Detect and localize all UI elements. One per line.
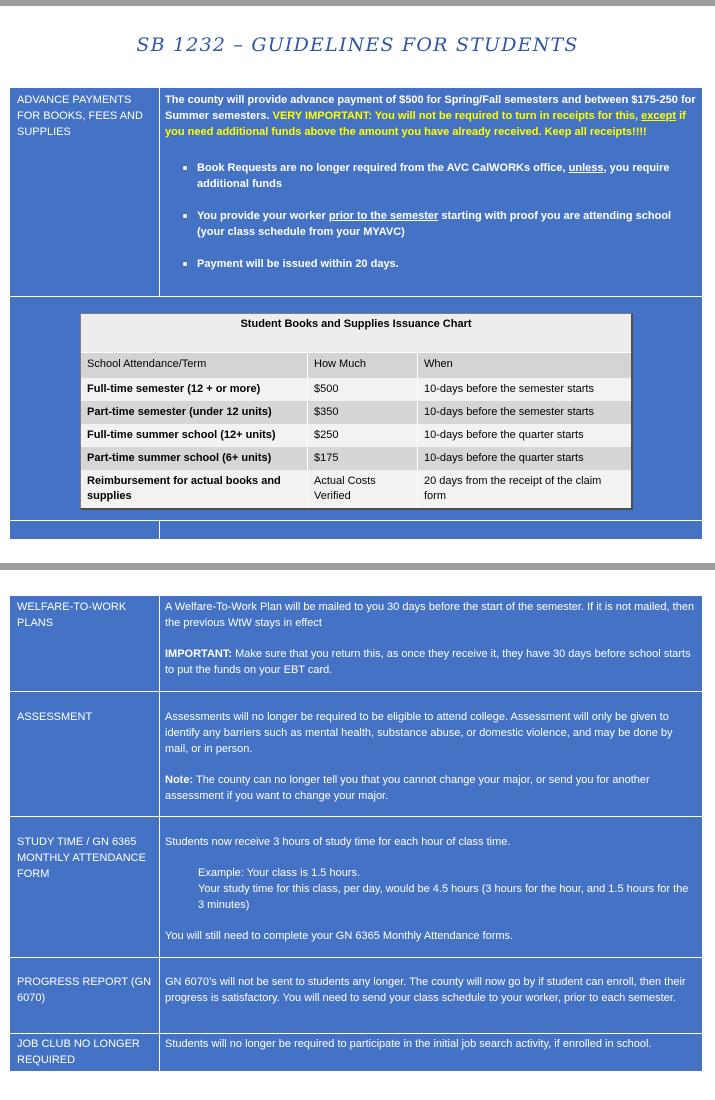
table-cell: Full-time summer school (12+ units) xyxy=(81,424,308,447)
header-cell: School Attendance/Term xyxy=(81,353,308,378)
table-cell: Full-time semester (12 + or more) xyxy=(81,378,308,401)
header-cell: When xyxy=(418,353,632,378)
list-item: Payment will be issued within 20 days. xyxy=(165,256,697,272)
table-cell: $250 xyxy=(308,424,418,447)
assessment-content xyxy=(165,709,697,819)
wtw-important-text: Make sure that you return this, as once they receive it, they have 30 days before school starts to put the funds on your EBT card. xyxy=(165,648,691,676)
row-divider xyxy=(10,296,702,297)
table-cell: 10-days before the quarter starts xyxy=(418,447,632,470)
table-cell: 20 days from the receipt of the claim form xyxy=(418,470,632,508)
table-cell: Reimbursement for actual books and supplies xyxy=(81,470,308,508)
table-cell: $350 xyxy=(308,401,418,424)
wtw-important-label: IMPORTANT: xyxy=(165,648,233,660)
job-club-content xyxy=(165,1036,697,1067)
row-divider xyxy=(10,957,702,958)
progress-report-label: PROGRESS REPORT (GN 6070) xyxy=(17,976,152,1004)
table-cell: Part-time semester (under 12 units) xyxy=(81,401,308,424)
study-time-content xyxy=(165,834,697,959)
list-item: Book Requests are no longer required from the AVC CalWORKs office, unless, you require additional funds xyxy=(165,160,697,192)
list-item: You provide your worker prior to the semester starting with proof you are attending school (your class schedule from your MYAVC) xyxy=(165,208,697,240)
page-title: SB 1232 – GUIDELINES FOR STUDENTS xyxy=(136,34,579,56)
assessment-note-text: The county can no longer tell you that you cannot change your major, or send you for another assessment if you want to change your major. xyxy=(165,774,650,802)
table-header-row xyxy=(81,353,631,378)
column-divider xyxy=(159,520,160,539)
table-cell: $175 xyxy=(308,447,418,470)
assessment-paragraph: Assessments will no longer be required to be eligible to attend college. Assessment will only be given to identify any barriers such as mental health, substance abuse, or domestic violence, and may be done by mail, or in person. xyxy=(165,711,673,755)
assessment-label: ASSESSMENT xyxy=(17,711,93,723)
issuance-chart xyxy=(80,313,633,510)
assessment-note-label: Note: xyxy=(165,774,194,786)
advance-tail: if you need additional funds above the amount you have already received. Keep all receipts!!!! xyxy=(165,110,686,138)
example-line: Example: Your class is 1.5 hours. xyxy=(198,867,361,879)
wtw-paragraph: A Welfare-To-Work Plan will be mailed to you 30 days before the start of the semester. If it is not mailed, then the previous WtW stays in effect xyxy=(165,601,695,629)
row-divider xyxy=(10,816,702,817)
table-cell: Actual Costs Verified xyxy=(308,470,418,508)
row-divider xyxy=(10,520,702,521)
study-time-example xyxy=(165,865,697,913)
study-time-forms-note: You will still need to complete your GN 6365 Monthly Attendance forms. xyxy=(165,930,514,942)
table-cell: 10-days before the semester starts xyxy=(418,378,632,401)
wtw-content xyxy=(165,599,697,693)
job-club-label: JOB CLUB NO LONGER REQUIRED xyxy=(17,1038,140,1066)
table-row xyxy=(81,401,631,424)
study-time-label: STUDY TIME / GN 6365 MONTHLY ATTENDANCE FORM xyxy=(17,836,146,880)
guidelines-section xyxy=(10,596,702,1071)
wtw-label: WELFARE-TO-WORK PLANS xyxy=(17,601,127,629)
advance-intro: The county will provide advance payment of $500 for Spring/Fall semesters and between $175-250 for Summer semesters. xyxy=(165,94,696,122)
progress-report-content xyxy=(165,974,697,1021)
row-divider xyxy=(10,1033,702,1034)
advance-bullet-list xyxy=(165,160,697,272)
table-row xyxy=(81,470,631,508)
top-divider-bar xyxy=(0,0,715,6)
advance-payments-label: ADVANCE PAYMENTS FOR BOOKS, FEES AND SUPPLIES xyxy=(17,94,143,138)
table-row xyxy=(81,378,631,401)
row-divider xyxy=(10,691,702,692)
column-divider xyxy=(159,596,160,1071)
example-line: Your study time for this class, per day, would be 4.5 hours (3 hours for the hour, and 1.5 hours for the 3 minutes) xyxy=(198,883,689,911)
table-row xyxy=(81,424,631,447)
table-cell: 10-days before the semester starts xyxy=(418,401,632,424)
progress-report-paragraph: GN 6070’s will not be sent to students any longer. The county will now go by if student can enroll, then their progress is satisfactory. You will need to send your class schedule to your worker, prior to each semester. xyxy=(165,976,686,1004)
table-row xyxy=(81,447,631,470)
chart-title: Student Books and Supplies Issuance Chart xyxy=(81,314,631,353)
table-cell: 10-days before the quarter starts xyxy=(418,424,632,447)
table-cell: Part-time summer school (6+ units) xyxy=(81,447,308,470)
advance-payments-content xyxy=(165,92,697,288)
job-club-paragraph: Students will no longer be required to participate in the initial job search activity, if enrolled in school. xyxy=(165,1038,652,1050)
study-time-paragraph: Students now receive 3 hours of study time for each hour of class time. xyxy=(165,836,511,848)
table-cell: $500 xyxy=(308,378,418,401)
issuance-table xyxy=(81,353,631,508)
column-divider xyxy=(159,88,160,296)
advance-important: VERY IMPORTANT: You will not be required to turn in receipts for this, xyxy=(272,110,639,122)
middle-divider-bar xyxy=(0,563,715,570)
header-cell: How Much xyxy=(308,353,418,378)
advance-except: except xyxy=(641,110,677,122)
